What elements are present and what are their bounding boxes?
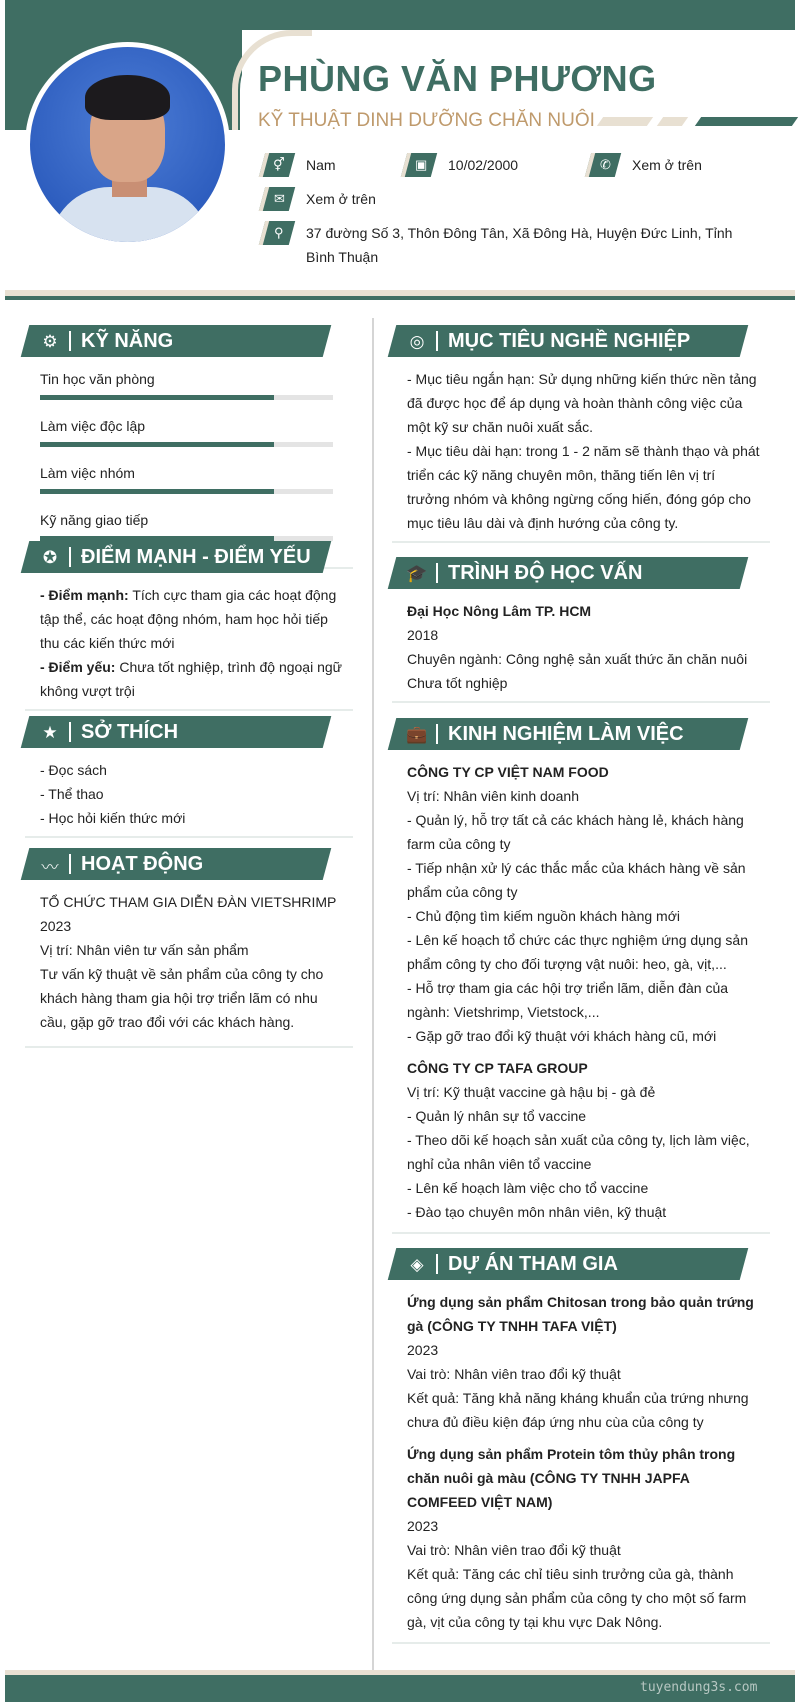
activity-year: 2023 <box>40 918 72 934</box>
project-role: Vai trò: Nhân viên trao đổi kỹ thuật <box>407 1366 621 1382</box>
project-year: 2023 <box>407 1342 439 1358</box>
gear-icon: ⚙ <box>42 332 58 351</box>
star-icon: ★ <box>42 723 58 742</box>
target-icon: ◎ <box>409 332 425 351</box>
education-section <box>392 557 770 703</box>
job-duty: - Gặp gỡ trao đổi kỹ thuật với khách hàng cũ, mới <box>407 1028 717 1044</box>
birthday-info <box>404 153 518 177</box>
activities-section <box>25 848 353 1048</box>
skill-bar <box>40 395 333 400</box>
job-duty: - Chủ động tìm kiếm nguồn khách hàng mới <box>407 908 680 924</box>
project-name: Ứng dụng sản phẩm Chitosan trong bảo quản trứng gà (CÔNG TY TNHH TAFA VIỆT) <box>407 1294 754 1334</box>
projects-section <box>392 1248 770 1644</box>
header-divider <box>5 296 795 300</box>
experience-section <box>392 718 770 1234</box>
activity-desc: Tư vấn kỹ thuật về sản phẩm của công ty cho khách hàng tham gia hội trợ triển lãm có nhu cầu, gặp gỡ trao đổi với các khách hàng. <box>40 966 324 1030</box>
skill-bar-fill <box>40 489 274 494</box>
strength-text: - Điểm mạnh: Tích cực tham gia các hoạt động tập thể, các hoạt động nhóm, ham học hỏi tiếp thu các kiến thức mới <box>40 587 337 651</box>
experience-list <box>392 750 770 1234</box>
skill-item <box>40 414 333 447</box>
skill-bar <box>40 489 333 494</box>
hobby-item: - Đọc sách <box>40 762 107 778</box>
education-school: Đại Học Nông Lâm TP. HCM <box>407 603 592 619</box>
job-duty: - Theo dõi kế hoạch sản xuất của công ty, lịch làm việc, nghỉ của nhân viên tổ vaccine <box>407 1132 750 1172</box>
hobby-item: - Học hỏi kiến thức mới <box>40 810 186 826</box>
title-decoration <box>695 117 798 126</box>
project-entry <box>407 1290 760 1434</box>
hobbies-heading: SỞ THÍCH <box>81 721 179 743</box>
phone-value: Xem ở trên <box>632 157 702 173</box>
skill-bar-fill <box>40 395 274 400</box>
candidate-name: PHÙNG VĂN PHƯƠNG <box>258 58 657 99</box>
education-heading: TRÌNH ĐỘ HỌC VẤN <box>448 562 643 584</box>
skill-label: Kỹ năng giao tiếp <box>40 512 149 528</box>
projects-list <box>392 1280 770 1644</box>
avatar-photo <box>30 47 225 242</box>
skills-list <box>25 357 353 569</box>
job-duty: - Hỗ trợ tham gia các hội trợ triển lãm, diễn đàn của ngành: Vietshrimp, Vietstock,... <box>407 980 729 1020</box>
strengths-heading: ĐIỂM MẠNH - ĐIỂM YẾU <box>81 546 311 568</box>
briefcase-icon: 💼 <box>406 725 428 744</box>
skills-heading: KỸ NĂNG <box>81 330 174 352</box>
activities-heading: HOẠT ĐỘNG <box>81 853 204 875</box>
skill-bar <box>40 442 333 447</box>
activity-org: TỔ CHỨC THAM GIA DIỄN ĐÀN VIETSHRIMP <box>40 894 337 910</box>
gender-value: Nam <box>306 157 336 173</box>
gender-info <box>262 153 336 177</box>
skill-label: Tin học văn phòng <box>40 371 155 387</box>
skill-bar-fill <box>40 442 274 447</box>
project-year: 2023 <box>407 1518 439 1534</box>
job-position: Vị trí: Nhân viên kinh doanh <box>407 788 579 804</box>
hobby-item: - Thể thao <box>40 786 104 802</box>
education-status: Chưa tốt nghiệp <box>407 675 508 691</box>
project-role: Vai trò: Nhân viên trao đổi kỹ thuật <box>407 1542 621 1558</box>
mail-icon: ✉ <box>259 187 295 211</box>
column-divider <box>372 318 374 1673</box>
objective-long: - Mục tiêu dài hạn: trong 1 - 2 năm sẽ thành thạo và phát triển các kỹ năng chuyên môn, thăng tiến lên vị trí trưởng nhóm và không ngừng cống hiến, đóng góp cho mục tiêu lâu dài và định hướng của công ty. <box>407 443 760 531</box>
job-company: CÔNG TY CP VIỆT NAM FOOD <box>407 764 609 780</box>
phone-info <box>588 153 702 177</box>
education-year: 2018 <box>407 627 439 643</box>
skill-item <box>40 508 333 541</box>
project-entry <box>407 1442 760 1634</box>
skill-item <box>40 461 333 494</box>
skill-label: Làm việc nhóm <box>40 465 135 481</box>
skill-label: Làm việc độc lập <box>40 418 146 434</box>
job-position: Vị trí: Kỹ thuật vaccine gà hậu bị - gà đẻ <box>407 1084 656 1100</box>
email-value: Xem ở trên <box>306 191 376 207</box>
calendar-icon: ▣ <box>401 153 437 177</box>
hobbies-list <box>25 748 353 838</box>
objective-heading: MỤC TIÊU NGHỀ NGHIỆP <box>448 330 691 352</box>
project-result: Kết quả: Tăng các chỉ tiêu sinh trưởng của gà, thành công ứng dụng sản phẩm của công ty cho một số farm gà, vịt của công ty tại khu vực Dak Nông. <box>407 1566 747 1630</box>
projects-heading: DỰ ÁN THAM GIA <box>448 1253 618 1275</box>
objective-short: - Mục tiêu ngắn hạn: Sử dụng những kiến thức nền tảng đã được học để áp dụng và hoàn thành công việc của một kỹ sư chăn nuôi xuất sắc. <box>407 371 757 435</box>
job-entry <box>407 760 760 1048</box>
job-duty: - Tiếp nhận xử lý các thắc mắc của khách hàng về sản phẩm của công ty <box>407 860 746 900</box>
candidate-title: KỸ THUẬT DINH DƯỠNG CHĂN NUÔI <box>258 110 595 131</box>
address-value: 37 đường Số 3, Thôn Đông Tân, Xã Đông Hà, Huyện Đức Linh, Tỉnh Bình Thuận <box>306 225 733 265</box>
skills-section <box>25 325 353 569</box>
location-icon: ⚲ <box>259 221 295 245</box>
email-info <box>262 187 376 211</box>
job-duty: - Lên kế hoạch làm việc cho tổ vaccine <box>407 1180 649 1196</box>
avatar <box>25 42 230 247</box>
title-decoration <box>597 117 653 126</box>
job-duty: - Quản lý nhân sự tổ vaccine <box>407 1108 587 1124</box>
gender-icon: ⚥ <box>259 153 295 177</box>
objective-section <box>392 325 770 543</box>
pulse-icon: 〰 <box>41 857 59 877</box>
phone-icon: ✆ <box>585 153 621 177</box>
award-icon: ✪ <box>42 548 58 567</box>
job-duty: - Đào tạo chuyên môn nhân viên, kỹ thuật <box>407 1204 667 1220</box>
weakness-text: - Điểm yếu: Chưa tốt nghiệp, trình độ ngoại ngữ không vượt trội <box>40 659 343 699</box>
strengths-section <box>25 541 353 711</box>
job-duty: - Quản lý, hỗ trợ tất cả các khách hàng lẻ, khách hàng farm của công ty <box>407 812 744 852</box>
skill-item <box>40 367 333 400</box>
address-info <box>262 221 762 269</box>
job-duty: - Lên kế hoạch tổ chức các thực nghiệm ứng dụng sản phẩm công ty cho đối tượng vật nuôi: heo, gà, vịt,... <box>407 932 748 972</box>
education-major: Chuyên ngành: Công nghệ sản xuất thức ăn chăn nuôi <box>407 651 748 667</box>
job-entry <box>407 1056 760 1224</box>
project-name: Ứng dụng sản phẩm Protein tôm thủy phân trong chăn nuôi gà màu (CÔNG TY TNHH JAPFA COMFEED VIỆT NAM) <box>407 1446 736 1510</box>
job-company: CÔNG TY CP TAFA GROUP <box>407 1060 588 1076</box>
layers-icon: ◈ <box>410 1255 424 1274</box>
watermark: tuyendung3s.com <box>640 1680 758 1695</box>
graduation-cap-icon: 🎓 <box>406 564 428 583</box>
experience-heading: KINH NGHIỆM LÀM VIỆC <box>448 723 684 745</box>
birthday-value: 10/02/2000 <box>448 157 519 173</box>
project-result: Kết quả: Tăng khả năng kháng khuẩn của trứng nhưng chưa đủ điều kiện đáp ứng nhu cùa của công ty <box>407 1390 749 1430</box>
activity-role: Vị trí: Nhân viên tư vấn sản phẩm <box>40 942 249 958</box>
hobbies-section <box>25 716 353 838</box>
